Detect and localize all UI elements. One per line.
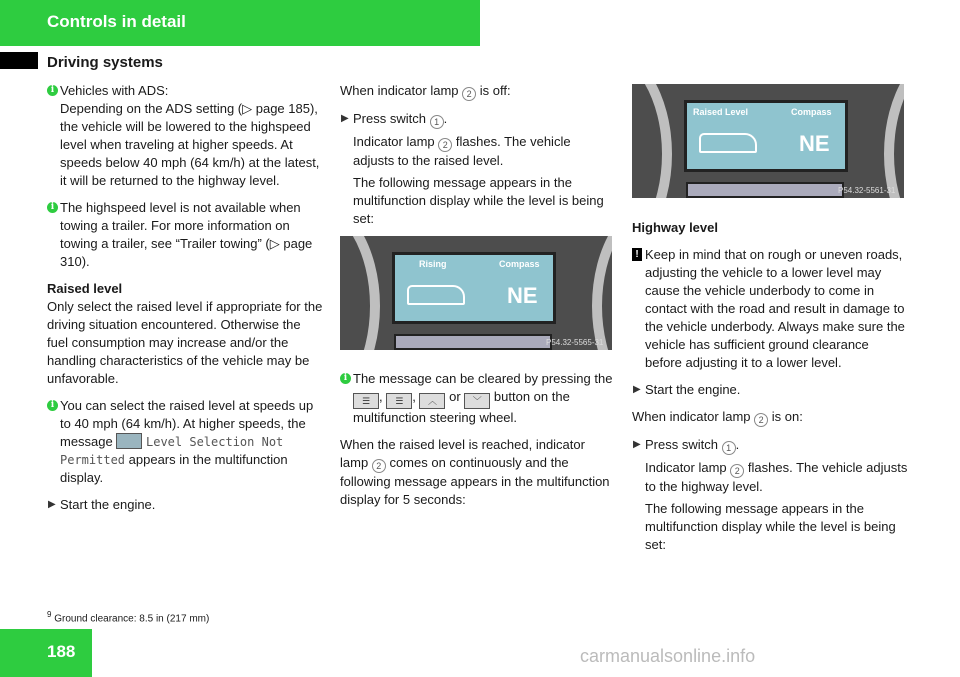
column-middle-lower <box>340 370 614 509</box>
info-note-speed <box>47 397 323 487</box>
chevron-up-button: ︿ <box>419 393 445 409</box>
lamp-2-marker: 2 <box>754 413 768 427</box>
compass-value: NE <box>507 283 538 308</box>
step-text: Press switch <box>645 437 718 452</box>
figure-label: Raised Level <box>693 107 749 117</box>
text: When the raised level is reached, indicator lamp <box>340 437 585 470</box>
lamp-2-marker: 2 <box>730 464 744 478</box>
info-note-highspeed <box>47 199 323 271</box>
text: flashes. The vehicle adjusts to the raised level. <box>353 134 571 168</box>
step-press-switch: ▶ Press switch 1 . Indicator lamp 2 flashes. The vehicle adjusts to the raised level. The following message appears in the multifunction display while the level is being set: <box>340 110 614 228</box>
display-figure-rising <box>340 236 612 350</box>
text: is on: <box>771 409 803 424</box>
highway-level-heading: Highway level <box>632 220 718 235</box>
column-right <box>632 219 908 554</box>
level-icon <box>116 433 142 449</box>
figure-label: Compass <box>791 107 832 117</box>
arrow-icon: ▶ <box>341 113 349 124</box>
page-number-tab <box>0 629 92 677</box>
info-text: Depending on the ADS setting (▷ page 185), the vehicle will be lowered to the highspeed level when traveling at higher speeds. At speeds below 40 mph (64 km/h) at the latest, it will be returned to the highway level. <box>60 101 320 188</box>
figure-code: P54.32-5565-31 <box>546 338 604 347</box>
section-marker <box>0 52 38 69</box>
message-text: Level Selection Not Permitted <box>60 435 284 467</box>
arrow-icon: ▶ <box>633 384 641 395</box>
info-text: Vehicles with ADS: <box>60 83 169 98</box>
figure-label: Rising <box>419 259 447 269</box>
page-number: 188 <box>47 642 76 661</box>
info-note-ads <box>47 82 323 190</box>
section-title: Driving systems <box>47 54 163 71</box>
lamp-2-marker: 2 <box>462 87 476 101</box>
warning-note <box>632 246 908 372</box>
text: Indicator lamp <box>353 134 435 149</box>
text: When indicator lamp <box>340 83 459 98</box>
info-text: button on the multifunction steering wheel. <box>353 389 570 425</box>
raised-level-body: Only select the raised level if appropriate for the driving situation encountered. Otherwise the fuel consumption may increase and/or the handling characteristics of the vehicle may be unfavorable. <box>47 299 323 386</box>
step-start-engine <box>47 496 323 514</box>
text: The following message appears in the multifunction display while the level is being set: <box>645 501 896 552</box>
switch-1-marker: 1 <box>430 115 444 129</box>
step-press-switch: ▶ Press switch 1 . Indicator lamp 2 flashes. The vehicle adjusts to the highway level. The following message appears in the multifunction display while the level is being set: <box>633 437 908 552</box>
car-raised-icon <box>699 133 757 153</box>
info-icon: i <box>47 400 58 411</box>
raised-level-heading: Raised level <box>47 281 123 296</box>
step-text: Start the engine. <box>645 382 741 397</box>
info-icon: i <box>47 85 58 96</box>
step-text: Press switch <box>353 111 426 126</box>
info-icon: i <box>340 373 351 384</box>
footnote-text: Ground clearance: 8.5 in (217 mm) <box>54 613 210 625</box>
switch-1-marker: 1 <box>722 441 736 455</box>
lamp-2-marker: 2 <box>372 459 386 473</box>
chevron-down-button: ﹀ <box>464 393 490 409</box>
header-band <box>0 0 480 46</box>
figure-code: P54.32-5561-31 <box>838 186 896 195</box>
footnote-mark: 9 <box>47 610 52 619</box>
column-left <box>47 82 323 514</box>
text: comes on continuously and the following message appears in the multifunction display for 5 seconds: <box>340 455 610 507</box>
text: The following message appears in the multifunction display while the level is being set: <box>353 175 604 226</box>
text: flashes. The vehicle adjusts to the highway level. <box>645 460 908 494</box>
menu-back-button: ☰ <box>386 393 412 409</box>
text: or <box>449 389 461 404</box>
warning-icon: ! <box>632 248 642 261</box>
info-text: You can select the raised level at speeds up to 40 mph (64 km/h). At higher speeds, the message <box>60 398 314 449</box>
display-figure-raised <box>632 84 904 198</box>
step-text: Start the engine. <box>60 497 156 512</box>
watermark: carmanualsonline.info <box>580 646 756 666</box>
text: When indicator lamp <box>632 409 751 424</box>
info-text: The highspeed level is not available when towing a trailer. For more information on towing a trailer, see “Trailer towing” (▷ page 310). <box>60 200 313 269</box>
menu-forward-button: ☰ <box>353 393 379 409</box>
info-icon: i <box>47 202 58 213</box>
car-up-icon <box>407 285 465 305</box>
footnote <box>47 610 209 624</box>
column-middle <box>340 82 614 228</box>
step-start-engine <box>632 381 908 399</box>
text: is off: <box>479 83 511 98</box>
header-title: Controls in detail <box>47 12 186 31</box>
warning-text: Keep in mind that on rough or uneven roads, adjusting the vehicle to a lower level may cause the vehicle underbody to come in contact with the road and result in damage to the vehicle underbody. Always make sure the vehicle has sufficient ground clearance before adjusting it to a lower level. <box>645 247 905 370</box>
compass-value: NE <box>799 131 830 156</box>
info-note-clear: i The message can be cleared by pressing the ☰ , ☰ , ︿ or ﹀ button on the multifunction steering wheel. <box>340 370 614 427</box>
figure-label: Compass <box>499 259 540 269</box>
info-text: The message can be cleared by pressing the <box>353 371 613 386</box>
arrow-icon: ▶ <box>633 439 641 450</box>
info-text: appears in the multifunction display. <box>60 452 288 485</box>
text: Indicator lamp <box>645 460 727 475</box>
lamp-2-marker: 2 <box>438 138 452 152</box>
arrow-icon: ▶ <box>48 499 56 510</box>
